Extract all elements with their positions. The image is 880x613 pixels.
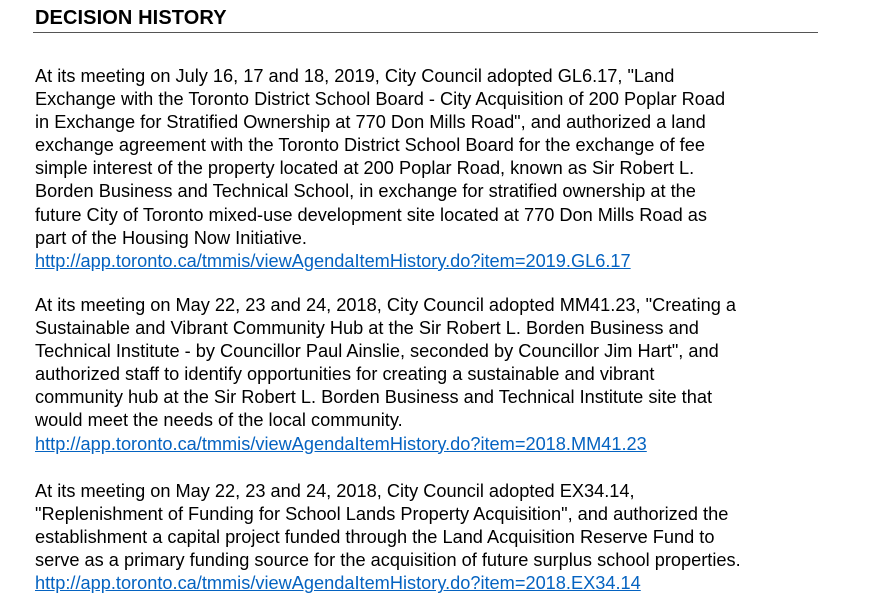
entry-text-line: "Replenishment of Funding for School Lands Property Acquisition", and authorized the <box>35 504 729 525</box>
entry-text-line: would meet the needs of the local community. <box>35 410 403 431</box>
agenda-item-history-link[interactable]: http://app.toronto.ca/tmmis/viewAgendaItemHistory.do?item=2018.MM41.23 <box>35 433 647 454</box>
decision-entry-2019-gl6-17 <box>35 65 835 273</box>
entry-text-line: Sustainable and Vibrant Community Hub at the Sir Robert L. Borden Business and <box>35 318 699 339</box>
decision-entry-2018-ex34-14 <box>35 480 835 595</box>
entry-text-line: part of the Housing Now Initiative. <box>35 227 307 248</box>
entry-text-line: Exchange with the Toronto District School Board - City Acquisition of 200 Poplar Road <box>35 89 726 110</box>
entry-text-line: authorized staff to identify opportunities for creating a sustainable and vibrant <box>35 364 655 385</box>
entry-text-line: future City of Toronto mixed-use development site located at 770 Don Mills Road as <box>35 204 707 225</box>
entry-text-line: Borden Business and Technical School, in exchange for stratified ownership at the <box>35 181 696 202</box>
agenda-item-history-link[interactable]: http://app.toronto.ca/tmmis/viewAgendaItemHistory.do?item=2019.GL6.17 <box>35 250 631 271</box>
entry-text-line: Technical Institute - by Councillor Paul Ainslie, seconded by Councillor Jim Hart", and <box>35 341 719 362</box>
entry-text-line: community hub at the Sir Robert L. Borden Business and Technical Institute site that <box>35 387 713 408</box>
entry-text-line: establishment a capital project funded through the Land Acquisition Reserve Fund to <box>35 527 715 548</box>
agenda-item-history-link[interactable]: http://app.toronto.ca/tmmis/viewAgendaItemHistory.do?item=2018.EX34.14 <box>35 573 641 594</box>
entry-text-line: serve as a primary funding source for the acquisition of future surplus school properties. <box>35 550 741 571</box>
entry-text-line: simple interest of the property located at 200 Poplar Road, known as Sir Robert L. <box>35 158 695 179</box>
section-heading: DECISION HISTORY <box>35 7 227 29</box>
heading-divider <box>33 32 818 33</box>
entry-text-line: At its meeting on May 22, 23 and 24, 2018, City Council adopted MM41.23, "Creating a <box>35 295 737 315</box>
entry-text-line: in Exchange for Stratified Ownership at 770 Don Mills Road", and authorized a land <box>35 112 706 133</box>
entry-text-line: exchange agreement with the Toronto District School Board for the exchange of fee <box>35 135 705 156</box>
entry-text-line: At its meeting on July 16, 17 and 18, 2019, City Council adopted GL6.17, "Land <box>35 66 675 86</box>
entry-text-line: At its meeting on May 22, 23 and 24, 2018, City Council adopted EX34.14, <box>35 481 635 501</box>
decision-entry-2018-mm41-23 <box>35 294 835 456</box>
